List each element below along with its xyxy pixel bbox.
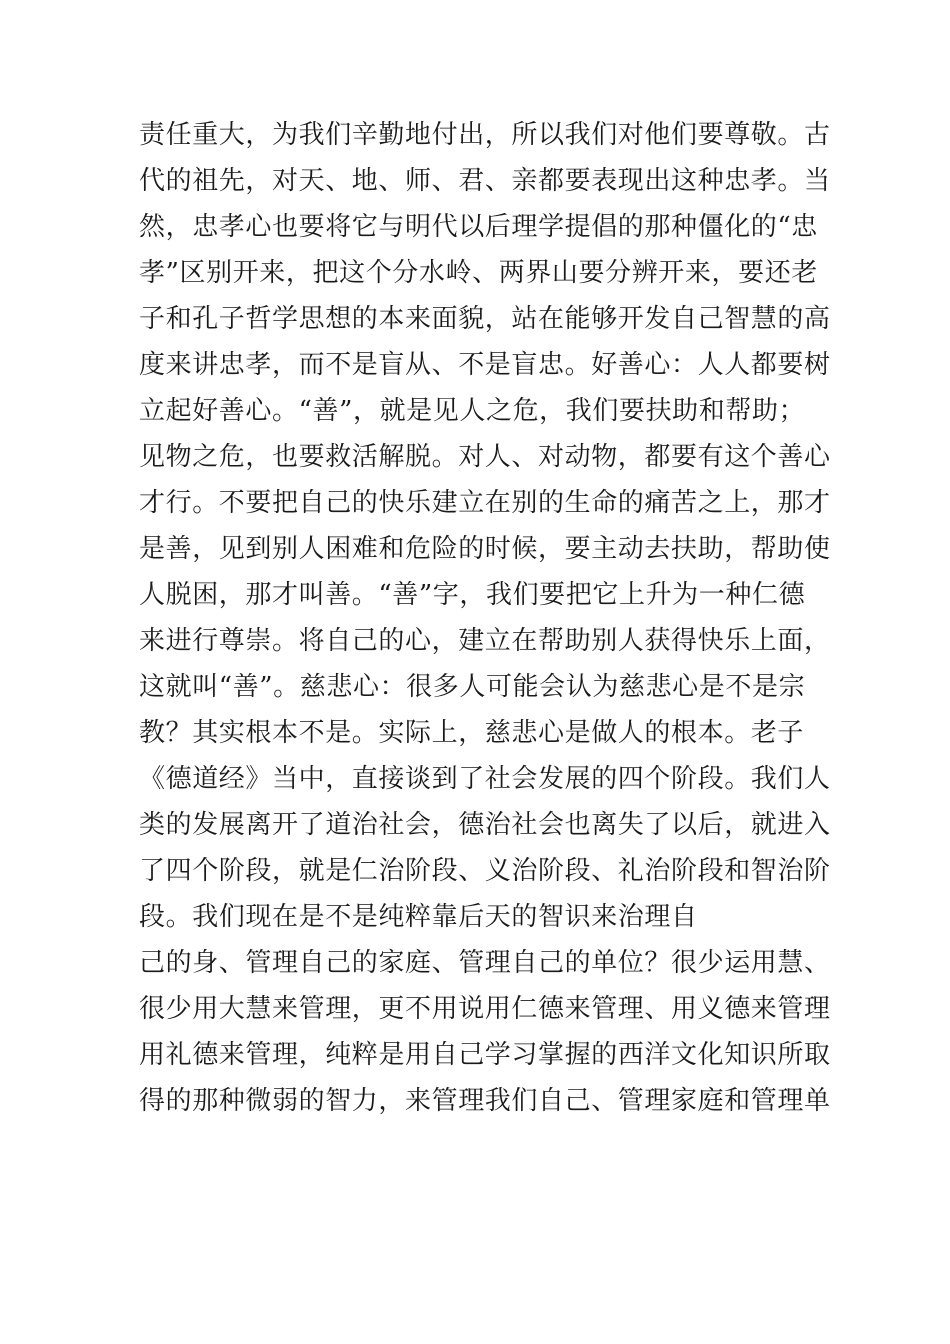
text-line: 人脱困，那才叫善。“善”字，我们要把它上升为一种仁德: [139, 580, 806, 610]
text-line: 段。我们现在是不是纯粹靠后天的智识来治理自: [139, 902, 698, 932]
text-line: 很少用大慧来管理，更不用说用仁德来管理、用义德来管理: [139, 994, 831, 1024]
text-line: 责任重大，为我们辛勤地付出，所以我们对他们要尊敬。古: [139, 120, 831, 150]
text-line: 来进行尊崇。将自己的心，建立在帮助别人获得快乐上面，: [139, 626, 831, 656]
text-line: 孝”区别开来，把这个分水岭、两界山要分辨开来，要还老: [139, 258, 818, 288]
text-line: 才行。不要把自己的快乐建立在别的生命的痛苦之上，那才: [139, 488, 831, 518]
text-line: 子和孔子哲学思想的本来面貌，站在能够开发自己智慧的高: [139, 304, 831, 334]
text-line: 是善，见到别人困难和危险的时候，要主动去扶助，帮助使: [139, 534, 831, 564]
text-line: 己的身、管理自己的家庭、管理自己的单位？很少运用慧、: [139, 948, 831, 978]
text-line: 用礼德来管理，纯粹是用自己学习掌握的西洋文化知识所取: [139, 1040, 831, 1070]
text-line: 了四个阶段，就是仁治阶段、义治阶段、礼治阶段和智治阶: [139, 856, 831, 886]
body-text: [139, 112, 839, 1124]
text-line: 类的发展离开了道治社会，德治社会也离失了以后，就进入: [139, 810, 831, 840]
text-line: 得的那种微弱的智力，来管理我们自己、管理家庭和管理单: [139, 1086, 831, 1116]
text-line: 代的祖先，对天、地、师、君、亲都要表现出这种忠孝。当: [139, 166, 831, 196]
text-line: 这就叫“善”。慈悲心：很多人可能会认为慈悲心是不是宗: [139, 672, 806, 702]
text-line: 然，忠孝心也要将它与明代以后理学提倡的那种僵化的“忠: [139, 212, 818, 242]
text-line: 度来讲忠孝，而不是盲从、不是盲忠。好善心：人人都要树: [139, 350, 831, 380]
text-line: 见物之危，也要救活解脱。对人、对动物，都要有这个善心: [139, 442, 831, 472]
text-line: 立起好善心。“善”，就是见人之危，我们要扶助和帮助；: [139, 396, 806, 426]
text-line: 教？其实根本不是。实际上，慈悲心是做人的根本。老子: [139, 718, 805, 748]
text-line: 《德道经》当中，直接谈到了社会发展的四个阶段。我们人: [139, 764, 831, 794]
